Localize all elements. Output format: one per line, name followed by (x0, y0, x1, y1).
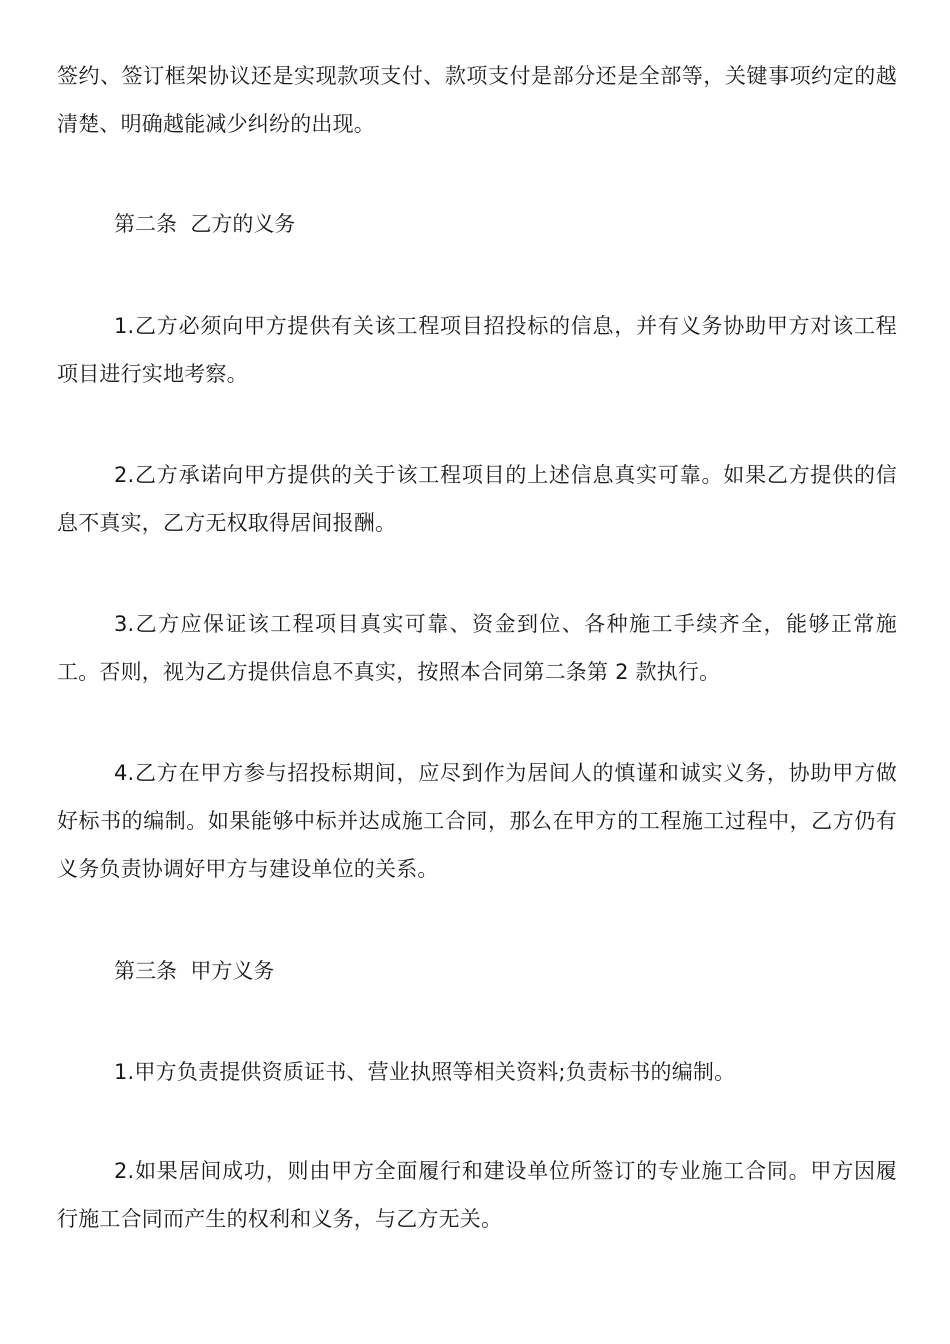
paragraph-article-2-clause-3: 3.乙方应保证该工程项目真实可靠、资金到位、各种施工手续齐全，能够正常施工。否则，视为乙方提供信息不真实，按照本合同第二条第 2 款执行。 (57, 612, 897, 684)
paragraph-continuation: 签约、签订框架协议还是实现款项支付、款项支付是部分还是全部等，关键事项约定的越清楚、明确越能减少纠纷的出现。 (57, 64, 897, 136)
paragraph-article-3-clause-1: 1.甲方负责提供资质证书、营业执照等相关资料;负责标书的编制。 (114, 1060, 736, 1084)
paragraph-article-2-clause-4: 4.乙方在甲方参与招投标期间，应尽到作为居间人的慎谨和诚实义务，协助甲方做好标书的编制。如果能够中标并达成施工合同，那么在甲方的工程施工过程中，乙方仍有义务负责协调好甲方与建设单位的关系。 (57, 761, 897, 881)
section-heading-article-3: 第三条 甲方义务 (114, 959, 275, 983)
paragraph-article-3-clause-2: 2.如果居间成功，则由甲方全面履行和建设单位所签订的专业施工合同。甲方因履行施工合同而产生的权利和义务，与乙方无关。 (57, 1159, 897, 1231)
section-heading-article-2: 第二条 乙方的义务 (114, 212, 296, 236)
paragraph-article-2-clause-2: 2.乙方承诺向甲方提供的关于该工程项目的上述信息真实可靠。如果乙方提供的信息不真实，乙方无权取得居间报酬。 (57, 463, 897, 535)
paragraph-article-2-clause-1: 1.乙方必须向甲方提供有关该工程项目招投标的信息，并有义务协助甲方对该工程项目进行实地考察。 (57, 314, 897, 386)
